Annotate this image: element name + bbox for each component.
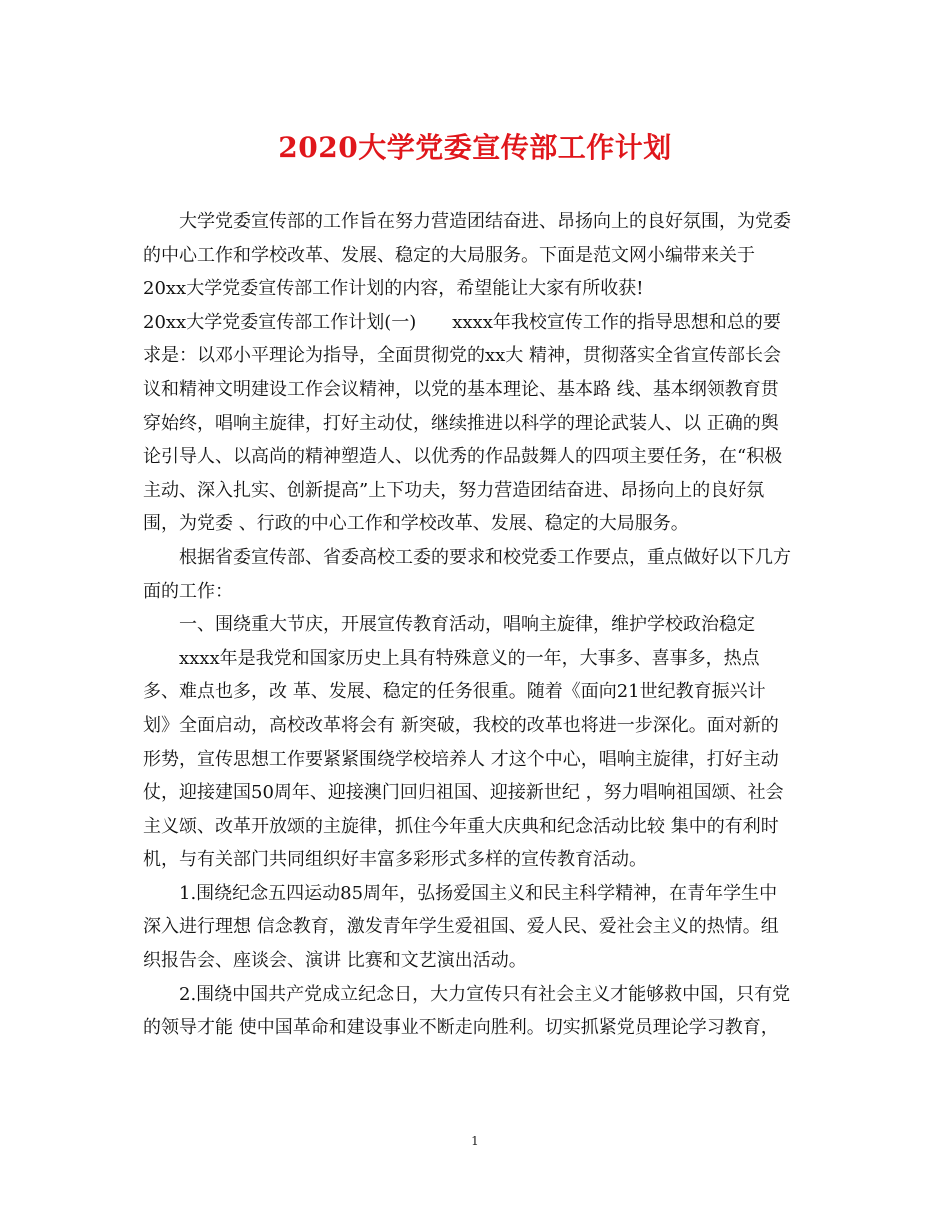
text-line: xxxx年是我党和国家历史上具有特殊意义的一年，大事多、喜事多，热点 [179, 647, 760, 669]
text-line: 围，为党委 、行政的中心工作和学校改革、发展、稳定的大局服务。 [143, 513, 689, 535]
text-line: 织报告会、座谈会、演讲 比赛和文艺演出活动。 [143, 950, 527, 972]
text-line: 1.围绕纪念五四运动85周年，弘扬爱国主义和民主科学精神，在青年学生中 [179, 882, 778, 904]
text-line: 2.围绕中国共产党成立纪念日，大力宣传只有社会主义才能够救中国，只有党 [179, 983, 791, 1005]
text-line: 划》全面启动，高校改革将会有 新突破，我校的改革也将进一步深化。面对新的 [143, 714, 779, 736]
text-line: 议和精神文明建设工作会议精神，以党的基本理论、基本路 线、基本纲领教育贯 [143, 378, 779, 400]
text-line: 仗，迎接建国50周年、迎接澳门回归祖国、迎接新世纪 ，努力唱响祖国颂、社会 [143, 782, 784, 804]
text-line: 20xx大学党委宣传部工作计划(一) xxxx年我校宣传工作的指导思想和总的要 [143, 311, 781, 333]
text-line: 多、难点也多，改 革、发展、稳定的任务很重。随着《面向21世纪教育振兴计 [143, 681, 766, 703]
text-line: 穿始终，唱响主旋律，打好主动仗，继续推进以科学的理论武装人、以 正确的舆 [143, 412, 779, 434]
text-line: 20xx大学党委宣传部工作计划的内容，希望能让大家有所收获! [143, 278, 644, 300]
text-line: 形势，宣传思想工作要紧紧围绕学校培养人 才这个中心，唱响主旋律，打好主动 [143, 748, 779, 770]
text-line: 主义颂、改革开放颂的主旋律，抓住今年重大庆典和纪念活动比较 集中的有利时 [143, 815, 779, 837]
text-line: 深入进行理想 信念教育，激发青年学生爱祖国、爱人民、爱社会主义的热情。组 [143, 916, 779, 938]
text-line: 根据省委宣传部、省委高校工委的要求和校党委工作要点，重点做好以下几方 [179, 546, 791, 568]
text-line: 大学党委宣传部的工作旨在努力营造团结奋进、昂扬向上的良好氛围，为党委 [179, 211, 791, 232]
text-line: 机，与有关部门共同组织好丰富多彩形式多样的宣传教育活动。 [143, 849, 647, 871]
text-line: 论引导人、以高尚的精神塑造人、以优秀的作品鼓舞人的四项主要任务，在“积极 [143, 446, 783, 468]
text-line: 的中心工作和学校改革、发展、稳定的大局服务。下面是范文网小编带来关于 [143, 244, 755, 266]
section-heading: 一、围绕重大节庆，开展宣传教育活动，唱响主旋律，维护学校政治稳定 [179, 614, 755, 636]
text-line: 主动、深入扎实、创新提高”上下功夫，努力营造团结奋进、昂扬向上的良好氛 [143, 479, 765, 501]
body-text [143, 205, 823, 1045]
page-number: 1 [471, 1134, 479, 1148]
page-title: 2020大学党委宣传部工作计划 [278, 131, 672, 164]
text-line: 的领导才能 使中国革命和建设事业不断走向胜利。切实抓紧党员理论学习教育， [143, 1017, 779, 1039]
text-line: 求是：以邓小平理论为指导，全面贯彻党的xx大 精神，贯彻落实全省宣传部长会 [143, 345, 782, 367]
text-line: 面的工作： [143, 580, 233, 602]
